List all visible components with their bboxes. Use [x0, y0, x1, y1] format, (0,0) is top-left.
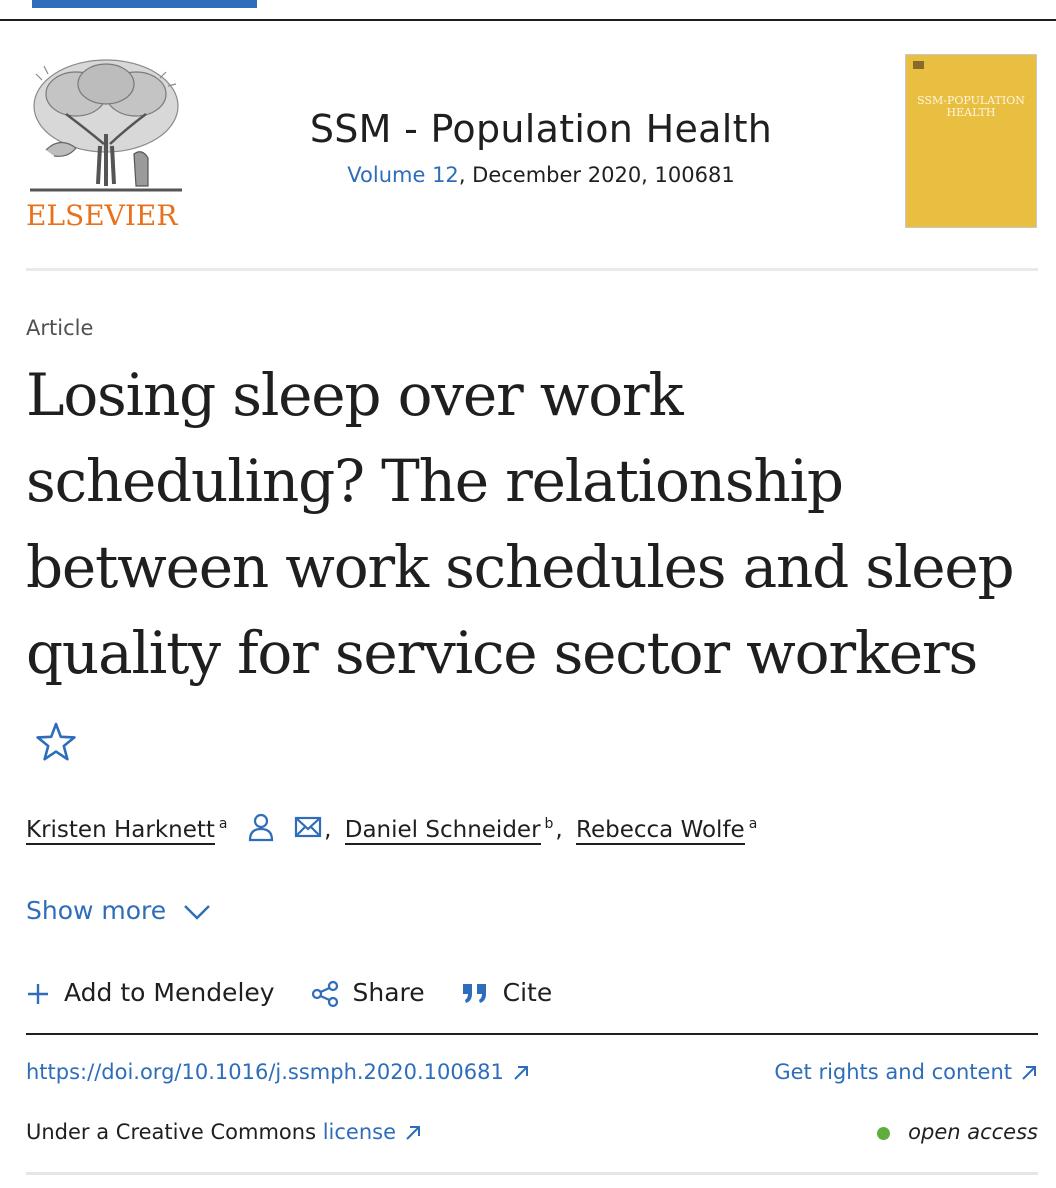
article-type-label: Article: [26, 316, 94, 340]
show-more-button[interactable]: [26, 896, 212, 925]
journal-header: [26, 54, 1038, 234]
license-statement: [26, 1120, 422, 1144]
elsevier-tree-icon: [26, 54, 186, 199]
open-access-badge: [877, 1120, 1038, 1144]
show-more-label: Show more: [26, 896, 167, 925]
plus-icon: [26, 982, 50, 1006]
article-title-text: Losing sleep over work scheduling? The relationship between work schedules and sleep quality for service sector workers: [26, 361, 1014, 687]
person-icon[interactable]: [247, 812, 275, 848]
top-nav-active-indicator: [32, 0, 257, 8]
cover-title: SSM-POPULATION HEALTH: [917, 94, 1025, 119]
journal-info: [226, 104, 856, 192]
elsevier-logo[interactable]: [26, 54, 186, 234]
author-affiliation: a: [218, 815, 228, 832]
cite-button[interactable]: [461, 978, 553, 1007]
author-separator: ,: [555, 816, 563, 843]
doi-link[interactable]: [26, 1060, 530, 1084]
share-label: Share: [352, 978, 425, 1007]
external-link-icon: [512, 1064, 530, 1082]
author-affiliation: b: [544, 815, 554, 832]
elsevier-wordmark: ELSEVIER: [26, 199, 178, 232]
share-button[interactable]: [311, 978, 425, 1008]
add-to-mendeley-label: Add to Mendeley: [64, 978, 275, 1007]
author-link-schneider[interactable]: Daniel Schneider: [344, 816, 541, 843]
author-link-harknett[interactable]: Kristen Harknett: [26, 816, 215, 843]
doi-link-text: https://doi.org/10.1016/j.ssmph.2020.100681: [26, 1060, 504, 1084]
author-list: [26, 812, 757, 848]
license-link[interactable]: [323, 1120, 422, 1144]
journal-title[interactable]: SSM - Population Health: [309, 107, 773, 151]
volume-link[interactable]: Volume 12: [347, 163, 459, 187]
issue-details: , December 2020, 100681: [458, 163, 735, 187]
article-title: [26, 352, 1026, 787]
share-icon: [311, 980, 339, 1008]
chevron-down-icon: [182, 903, 212, 921]
get-rights-link[interactable]: [774, 1060, 1038, 1084]
top-nav-divider: [0, 19, 1056, 21]
add-to-mendeley-button[interactable]: [26, 978, 275, 1007]
article-actions: [26, 978, 580, 1008]
license-link-text: license: [322, 1120, 397, 1144]
star-icon[interactable]: [34, 701, 78, 787]
quote-icon: [461, 982, 489, 1006]
journal-issue-info: [226, 158, 856, 192]
cover-publisher-mark: [913, 61, 924, 69]
actions-divider: [26, 1033, 1038, 1035]
journal-cover-thumbnail[interactable]: [905, 54, 1037, 228]
author-link-wolfe[interactable]: Rebecca Wolfe: [576, 816, 745, 843]
author-affiliation: a: [748, 815, 758, 832]
get-rights-link-text: Get rights and content: [774, 1060, 1012, 1084]
license-prefix: Under a Creative Commons: [26, 1120, 323, 1144]
section-divider: [26, 1172, 1038, 1175]
external-link-icon: [404, 1124, 422, 1142]
author-separator: ,: [324, 816, 332, 843]
open-access-label: open access: [908, 1120, 1038, 1144]
cite-label: Cite: [502, 978, 553, 1007]
envelope-icon[interactable]: [294, 815, 322, 845]
external-link-icon: [1020, 1064, 1038, 1082]
open-access-dot-icon: [877, 1127, 890, 1140]
header-divider: [26, 268, 1038, 271]
